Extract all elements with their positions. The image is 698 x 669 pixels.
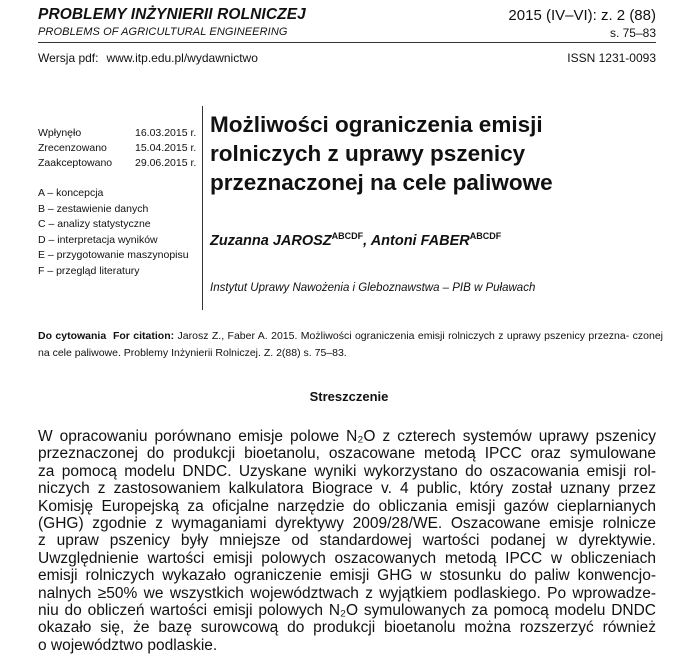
abstract-line: Komisję Europejską za oficjalne narzędzie do obliczania emisji gazów cieplarnianych xyxy=(38,497,656,515)
abstract-line: z upraw pszenicy były mniejsze od standardowej wartości podanej w dyrektywie. xyxy=(38,532,656,550)
pdf-url-link[interactable]: www.itp.edu.pl/wydawnictwo xyxy=(106,51,258,65)
contribution-item: F – przegląd literatury xyxy=(38,264,140,277)
date-value: 16.03.2015 r. xyxy=(135,127,197,139)
pdf-label: Wersja pdf: xyxy=(38,51,99,65)
contribution-item: E – przygotowanie maszynopisu xyxy=(38,249,189,261)
title-line: rolniczych z uprawy pszenicy xyxy=(210,141,526,166)
date-label: Wpłynęło xyxy=(38,127,82,139)
issn: ISSN 1231-0093 xyxy=(567,51,656,65)
citation-label: Do cytowania xyxy=(38,330,107,342)
contribution-item: C – analizy statystyczne xyxy=(38,218,151,230)
journal-title: PROBLEMY INŻYNIERII ROLNICZEJ xyxy=(38,6,306,23)
issue-info: 2015 (IV–VI): z. 2 (88) xyxy=(508,7,656,24)
citation-label-en: For citation: xyxy=(112,330,175,342)
date-label: Zaakceptowano xyxy=(38,157,113,169)
abstract-line: okazało się, że bazę surowcową do produkcji bioetanolu można rozszerzyć również xyxy=(38,619,656,637)
contribution-item: D – interpretacja wyników xyxy=(38,233,158,246)
author-roles: ABCDF xyxy=(331,231,364,241)
contribution-legend xyxy=(38,186,189,279)
review-dates xyxy=(38,126,200,171)
article-title xyxy=(210,110,660,197)
title-line: Możliwości ograniczenia emisji xyxy=(210,112,543,137)
citation-block xyxy=(38,328,663,362)
title-line: przeznaczonej na cele paliwowe xyxy=(210,170,553,195)
date-row-received xyxy=(38,126,200,141)
contribution-item: B – zestawienie danych xyxy=(38,202,149,215)
pdf-version-line xyxy=(38,51,258,65)
header-divider xyxy=(38,42,656,43)
date-value: 15.04.2015 r. xyxy=(135,142,197,154)
date-label: Zrecenzowano xyxy=(38,142,107,154)
abstract-line: Uwzględnienie wartości emisji polowych oszacowanych metodą IPCC w obliczeniach xyxy=(38,549,656,567)
abstract-line: za pomocą modelu DNDC. Uzyskane wyniki wykorzystano do oszacowania emisji rol- xyxy=(38,462,656,480)
journal-subtitle: PROBLEMS OF AGRICULTURAL ENGINEERING xyxy=(38,26,288,38)
abstract-body xyxy=(38,428,656,654)
abstract-line: przeznaczonej do produkcji bioetanolu, oszacowane metodą IPCC oraz symulowane xyxy=(38,445,656,463)
abstract-line: nalnych ≥50% we wszystkich województwach z wyjątkiem podlaskiego. Po wprowadze- xyxy=(38,584,656,602)
abstract-line: niu do obliczeń wartości emisji polowych N₂O symulowanych za pomocą modelu DNDC xyxy=(38,602,656,620)
abstract-line: o województwo podlaskie. xyxy=(38,636,218,654)
abstract-line: emisji rolniczych wykazało ograniczenie emisji GHG w stosunku do paliw konwencjo- xyxy=(38,567,656,585)
abstract-line: niczych z zastosowaniem kalkulatora Biograce v. 4 public, który został uznany przez xyxy=(38,480,656,498)
page-range: s. 75–83 xyxy=(609,26,656,40)
author-list xyxy=(210,231,501,249)
author-roles: ABCDF xyxy=(469,231,502,241)
affiliation: Instytut Uprawy Nawożenia i Gleboznawstwa – PIB w Puławach xyxy=(210,282,536,294)
author-name: Zuzanna JAROSZ xyxy=(210,233,332,249)
author-separator: , xyxy=(363,233,371,249)
citation-text: Jarosz Z., Faber A. 2015. Możliwości ograniczenia emisji rolniczych z uprawy pszenicy przezna- czonej na cele paliwowe. Problemy Inżynierii Rolniczej. Z. 2(88) s. 75–83. xyxy=(38,330,663,359)
abstract-heading: Streszczenie xyxy=(309,389,389,404)
date-row-reviewed xyxy=(38,141,200,156)
date-value: 29.06.2015 r. xyxy=(135,157,197,169)
abstract-line: W opracowaniu porównano emisje polowe N₂O z czterech systemów uprawy pszenicy xyxy=(38,428,656,445)
date-row-accepted xyxy=(38,156,200,171)
author-name: Antoni FABER xyxy=(370,233,470,249)
abstract-line: (GHG) zgodnie z wymaganiami dyrektywy 2009/28/WE. Oszacowane emisje rolnicze xyxy=(38,515,656,533)
contribution-item: A – koncepcja xyxy=(38,187,104,199)
vertical-divider xyxy=(202,106,203,310)
